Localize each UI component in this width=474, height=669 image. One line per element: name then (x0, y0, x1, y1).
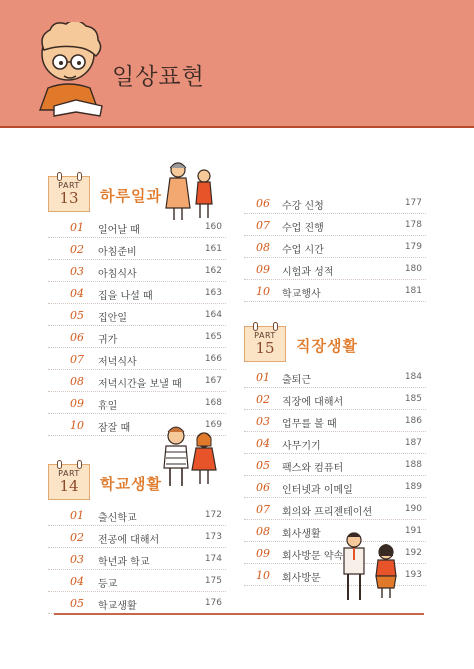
part-15-badge (244, 326, 286, 362)
item-number: 03 (70, 553, 84, 566)
item-label: 인터넷과 이메일 (282, 485, 353, 496)
right-column (244, 188, 426, 586)
item-number: 01 (70, 221, 84, 234)
item-number: 07 (256, 503, 270, 516)
toc-item[interactable] (244, 432, 426, 454)
item-number: 10 (256, 569, 270, 582)
part-14-badge (48, 464, 90, 500)
toc-item[interactable] (244, 388, 426, 410)
item-page: 191 (404, 526, 422, 536)
item-number: 07 (256, 219, 270, 232)
item-page: 168 (204, 398, 222, 408)
item-number: 05 (256, 459, 270, 472)
part-label: PART (254, 331, 276, 340)
toc-item[interactable] (244, 498, 426, 520)
students-illustration (158, 424, 224, 490)
part-title: 하루일과 (100, 187, 162, 205)
toc-item[interactable] (244, 236, 426, 258)
item-label: 회의와 프리젠테이션 (282, 507, 373, 518)
toc-item[interactable] (48, 260, 226, 282)
item-label: 직장에 대해서 (282, 397, 344, 408)
item-label: 업무를 볼 때 (282, 419, 337, 430)
part-13-badge (48, 176, 90, 212)
item-page: 181 (404, 286, 422, 296)
toc-item[interactable] (48, 548, 226, 570)
toc-item[interactable] (48, 238, 226, 260)
item-page: 193 (404, 570, 422, 580)
item-number: 06 (70, 331, 84, 344)
item-page: 189 (404, 482, 422, 492)
office-workers-illustration (336, 528, 406, 604)
part-13-items (48, 216, 226, 436)
item-number: 02 (70, 243, 84, 256)
family-illustration (160, 160, 222, 224)
item-number: 09 (256, 547, 270, 560)
item-page: 175 (204, 576, 222, 586)
part-14-items-right (244, 192, 426, 302)
item-label: 아침준비 (98, 247, 137, 258)
item-number: 08 (70, 375, 84, 388)
toc-item[interactable] (244, 258, 426, 280)
item-number: 09 (70, 397, 84, 410)
item-label: 사무기기 (282, 441, 321, 452)
item-label: 아침식사 (98, 269, 137, 280)
item-label: 회사방문 (282, 573, 321, 584)
item-label: 학교행사 (282, 289, 321, 300)
item-number: 02 (256, 393, 270, 406)
page-title: 일상표현 (112, 64, 205, 90)
footer-rule (54, 613, 424, 615)
toc-item[interactable] (244, 366, 426, 388)
item-label: 수업 진행 (282, 223, 324, 234)
item-label: 저녁식사 (98, 357, 137, 368)
header-banner (0, 0, 474, 128)
item-number: 02 (70, 531, 84, 544)
item-number: 08 (256, 241, 270, 254)
item-page: 160 (204, 222, 222, 232)
item-page: 184 (404, 372, 422, 382)
item-page: 187 (404, 438, 422, 448)
part-label: PART (58, 469, 80, 478)
item-page: 174 (204, 554, 222, 564)
toc-item[interactable] (48, 304, 226, 326)
part-title: 학교생활 (100, 475, 162, 493)
toc-item[interactable] (244, 214, 426, 236)
toc-item[interactable] (48, 570, 226, 592)
toc-item[interactable] (48, 392, 226, 414)
toc-item[interactable] (244, 410, 426, 432)
toc-item[interactable] (244, 192, 426, 214)
item-label: 출퇴근 (282, 375, 311, 386)
item-page: 163 (204, 288, 222, 298)
part-number: 15 (255, 339, 275, 357)
item-page: 164 (204, 310, 222, 320)
item-page: 176 (204, 598, 222, 608)
toc-item[interactable] (48, 504, 226, 526)
item-page: 192 (404, 548, 422, 558)
item-label: 휴일 (98, 401, 118, 412)
item-page: 172 (204, 510, 222, 520)
item-label: 학년과 학교 (98, 557, 150, 568)
toc-item[interactable] (48, 526, 226, 548)
part-14-items-left (48, 504, 226, 614)
item-page: 167 (204, 376, 222, 386)
toc-item[interactable] (48, 592, 226, 614)
item-label: 회사방문 약속 (282, 551, 344, 562)
item-number: 06 (256, 197, 270, 210)
item-number: 04 (70, 287, 84, 300)
toc-item[interactable] (244, 454, 426, 476)
item-page: 185 (404, 394, 422, 404)
item-label: 출신학교 (98, 513, 137, 524)
item-page: 178 (404, 220, 422, 230)
item-page: 161 (204, 244, 222, 254)
item-label: 집안일 (98, 313, 127, 324)
part-label: PART (58, 181, 80, 190)
item-label: 잠잘 때 (98, 423, 131, 434)
item-label: 저녁시간을 보낼 때 (98, 379, 182, 390)
item-label: 수업 시간 (282, 245, 324, 256)
item-page: 173 (204, 532, 222, 542)
item-label: 전공에 대해서 (98, 535, 160, 546)
item-page: 166 (204, 354, 222, 364)
item-number: 01 (256, 371, 270, 384)
item-label: 집을 나설 때 (98, 291, 153, 302)
item-page: 177 (404, 198, 422, 208)
item-number: 06 (256, 481, 270, 494)
item-number: 01 (70, 509, 84, 522)
item-number: 05 (70, 309, 84, 322)
part-number: 14 (59, 477, 79, 495)
item-number: 08 (256, 525, 270, 538)
item-label: 시험과 성적 (282, 267, 334, 278)
item-page: 169 (204, 420, 222, 430)
item-number: 04 (70, 575, 84, 588)
part-title: 직장생활 (296, 337, 358, 355)
item-page: 162 (204, 266, 222, 276)
item-number: 05 (70, 597, 84, 610)
item-number: 10 (70, 419, 84, 432)
toc-item[interactable] (244, 476, 426, 498)
toc-item[interactable] (48, 348, 226, 370)
item-page: 180 (404, 264, 422, 274)
part-15-header (244, 320, 426, 362)
item-label: 수강 신청 (282, 201, 324, 212)
item-number: 07 (70, 353, 84, 366)
item-number: 03 (70, 265, 84, 278)
item-page: 186 (404, 416, 422, 426)
item-label: 학교생활 (98, 601, 137, 612)
item-label: 등교 (98, 579, 118, 590)
toc-item[interactable] (244, 280, 426, 302)
item-page: 190 (404, 504, 422, 514)
item-label: 일어날 때 (98, 225, 140, 236)
item-number: 04 (256, 437, 270, 450)
item-label: 귀가 (98, 335, 118, 346)
toc-item[interactable] (48, 326, 226, 348)
item-number: 03 (256, 415, 270, 428)
item-label: 팩스와 컴퓨터 (282, 463, 344, 474)
item-label: 회사생활 (282, 529, 321, 540)
item-page: 165 (204, 332, 222, 342)
item-number: 09 (256, 263, 270, 276)
item-page: 179 (404, 242, 422, 252)
toc-item[interactable] (48, 370, 226, 392)
item-page: 188 (404, 460, 422, 470)
part-number: 13 (59, 189, 79, 207)
left-column (48, 170, 226, 614)
reading-grandma-illustration (28, 22, 106, 122)
item-number: 10 (256, 285, 270, 298)
toc-item[interactable] (48, 282, 226, 304)
